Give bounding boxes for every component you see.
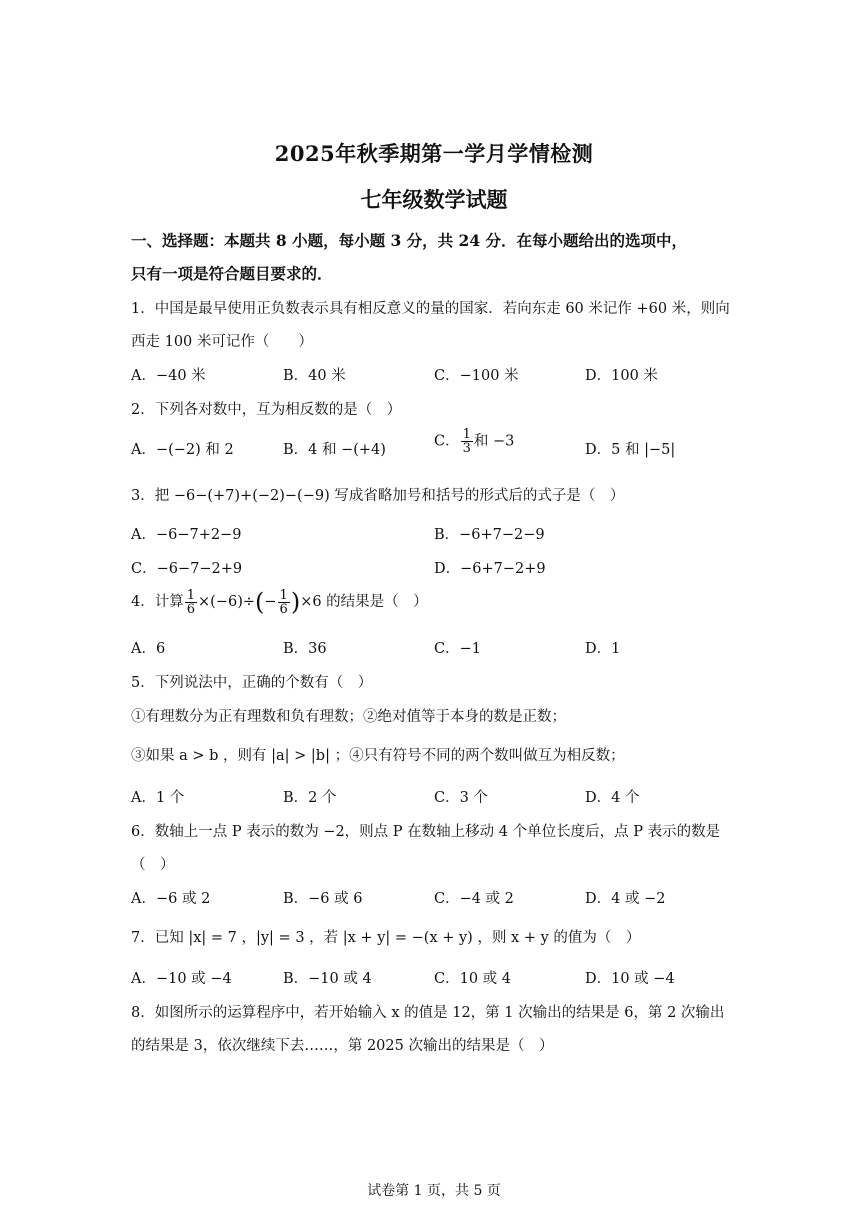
q7-option-a: A．−10 或 −4 [131,971,232,987]
exam-subtitle: 七年级数学试题 [360,187,508,212]
q5-stem: 5．下列说法中，正确的个数有（ ） [131,675,373,691]
q4-f2-denominator: 6 [279,601,288,617]
section-heading-line1: 一、选择题：本题共 8 小题，每小题 3 分，共 24 分．在每小题给出的选项中， [131,231,688,250]
q2-option-c-label: C． [434,433,460,450]
q2-option-c-rest: 和 −3 [473,433,515,450]
q2-option-d: D．5 和 |−5| [585,442,676,458]
q6-option-b: B．−6 或 6 [283,891,363,907]
q6-option-d: D．4 或 −2 [585,891,666,907]
q4-option-a: A．6 [131,641,166,657]
q1-stem-line1: 1．中国是最早使用正负数表示具有相反意义的量的国家．若向东走 60 米记作 +60 米，则向 [131,301,730,317]
q5-option-c: C．3 个 [434,790,488,806]
q5-option-d: D．4 个 [585,790,640,806]
q7-option-d: D．10 或 −4 [585,971,675,987]
q4-option-c: C．−1 [434,641,481,657]
q4-f1-numerator: 1 [186,587,196,603]
q3-option-d: D．−6+7−2+9 [434,561,546,577]
q6-option-a: A．−6 或 2 [131,891,211,907]
q1-option-c: C．−100 米 [434,368,519,384]
section-heading-line2: 只有一项是符合题目要求的． [131,264,333,283]
q4-middle: ×(−6)÷ [198,594,256,610]
q2-c-numerator: 1 [462,427,471,442]
q4-fraction-2 [278,589,290,616]
q4-f2-numerator: 1 [279,587,288,603]
q6-stem-line1: 6．数轴上一点 P 表示的数为 −2，则点 P 在数轴上移动 4 个单位长度后，点 P 表示的数是 [131,824,721,840]
q1-option-d: D．100 米 [585,368,658,384]
q3-option-c: C．−6−7−2+9 [131,561,243,577]
q6-stem-line2: （ ） [131,857,175,873]
q5-statement-line1: ①有理数分为正有理数和负有理数；②绝对值等于本身的数是正数； [131,709,566,725]
q5-statement-line2: ③如果 a > b ，则有 |a| > |b| ；④只有符号不同的两个数叫做互为相反数； [131,748,625,764]
q8-stem-line2: 的结果是 3，依次继续下去……，第 2025 次输出的结果是（ ） [131,1038,554,1054]
q4-stem [131,588,428,616]
q6-option-c: C．−4 或 2 [434,891,514,907]
q1-option-b: B．40 米 [283,368,346,384]
q7-option-b: B．−10 或 4 [283,971,372,987]
q2-stem: 2．下列各对数中，互为相反数的是（ ） [131,402,402,418]
q5-option-a: A．1 个 [131,790,185,806]
q8-stem-line1: 8．如图所示的运算程序中，若开始输入 x 的值是 12，第 1 次输出的结果是 6，第 2 次输出 [131,1005,725,1021]
q2-option-c-fraction [461,428,473,455]
q4-negative-sign: − [264,594,277,610]
q1-option-a: A．−40 米 [131,368,206,384]
q4-suffix: ×6 的结果是（ ） [300,594,428,610]
q4-f1-denominator: 6 [186,601,196,617]
q7-option-c: C．10 或 4 [434,971,511,987]
q2-option-c [434,428,514,455]
q5-option-b: B．2 个 [283,790,337,806]
q2-option-a: A．−(−2) 和 2 [131,442,234,458]
q3-stem: 3．把 −6−(+7)+(−2)−(−9) 写成省略加号和括号的形式后的式子是（ ） [131,488,625,504]
exam-title: 2025年秋季期第一学月学情检测 [274,141,594,166]
q4-option-d: D．1 [585,641,621,657]
q2-option-b: B．4 和 −(+4) [283,442,386,458]
q4-open-paren: ( [255,588,265,616]
page-footer: 试卷第 1 页，共 5 页 [367,1183,501,1199]
q1-stem-line2: 西走 100 米可记作（ ） [131,334,313,350]
q4-option-b: B．36 [283,641,327,657]
q4-fraction-1 [185,589,197,616]
q4-close-paren: ) [290,588,301,616]
q3-option-a: A．−6−7+2−9 [131,527,242,543]
q3-option-b: B．−6+7−2−9 [434,527,545,543]
q4-prefix: 4．计算 [131,594,184,610]
q2-c-denominator: 3 [462,441,471,456]
q7-stem: 7．已知 |x| = 7 ，|y| = 3 ，若 |x + y| = −(x + y) ，则 x + y 的值为（ ） [131,930,641,946]
